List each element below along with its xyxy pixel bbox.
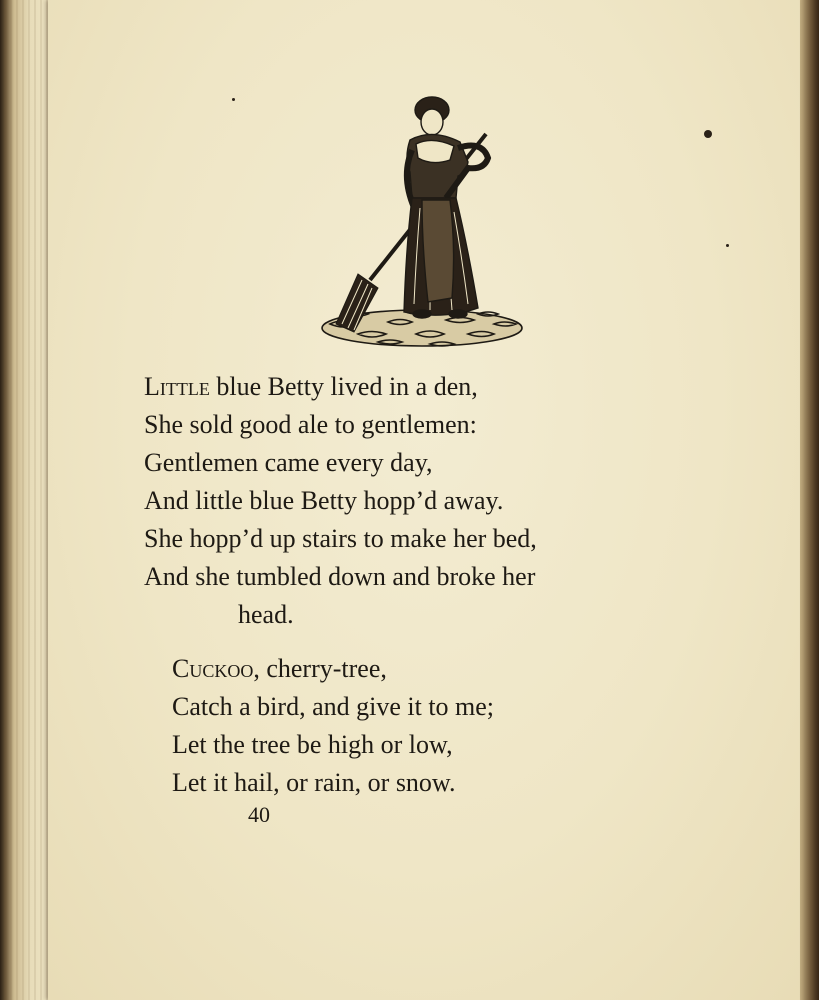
verse-line [172,650,494,688]
verse-line: Catch a bird, and give it to me; [172,692,495,721]
poem-cuckoo-cherry-tree [172,650,494,802]
woman-sweeping-icon [318,88,528,354]
drop-lead-word: Cuckoo [172,654,254,683]
woman-figure [404,97,488,318]
verse-line: She hopp’d up stairs to make her bed, [144,524,537,553]
ink-spot [726,244,729,247]
verse-line: Gentlemen came every day, [144,448,433,477]
verse-line: She sold good ale to gentlemen: [144,410,477,439]
ink-spot [704,130,712,138]
verse-text: blue Betty lived in a den, [209,372,478,401]
drop-lead-word: Little [144,372,210,401]
ink-spot [232,98,235,101]
poem-little-blue-betty [144,368,537,634]
verse-line: And little blue Betty hopp’d away. [144,486,504,515]
verse-line: And she tumbled down and broke her [144,562,536,591]
verse-line: Let the tree be high or low, [172,730,453,759]
page-number: 40 [248,802,270,827]
verse-text: , cherry-tree, [253,654,387,683]
verse-line-indented: head. [238,600,294,629]
verse-line: Let it hail, or rain, or snow. [172,768,456,797]
page-shadow-edge [799,0,819,1000]
verse-line [144,368,537,406]
